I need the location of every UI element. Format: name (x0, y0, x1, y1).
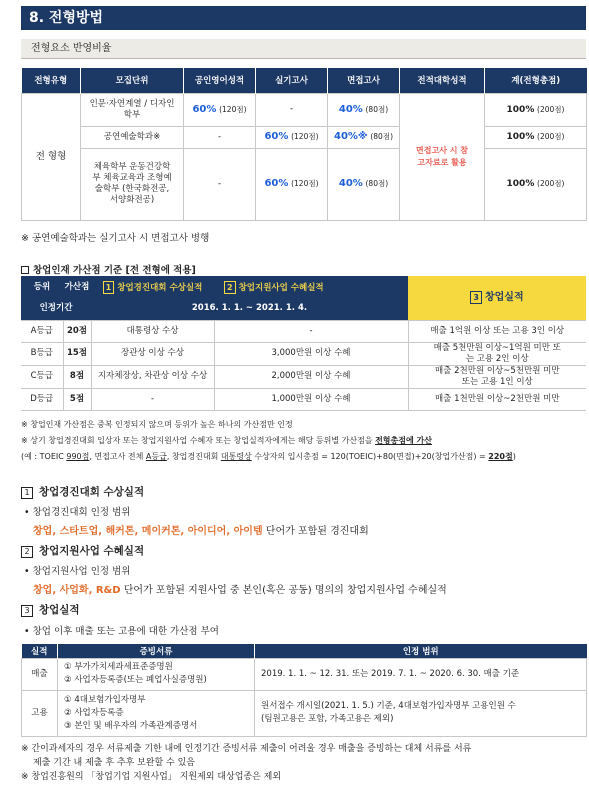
table-cell-practical: 60% (120점) (256, 148, 328, 220)
table-cell-grade: D등급 (21, 388, 63, 410)
item-contest-scope: 창업, 스타트업, 해커톤, 메이커톤, 아이디어, 아이템 단어가 포함된 경진대회 (33, 526, 369, 537)
final-note-1: ※ 간이과세자의 경우 서류제출 기한 내에 인정기간 증빙서류 제출이 어려울 경우 매출을 증빙하는 대체 서류를 서류 (21, 744, 472, 754)
item-support-scope: 창업, 사업화, R&D 단어가 포함된 지원사업 중 본인(혹은 공동) 명의의 창업지원사업 수혜실적 (33, 585, 447, 596)
header-english: 공인영어성적 (184, 68, 256, 93)
bonus-notes (21, 417, 586, 465)
table-cell-grade: C등급 (21, 365, 63, 388)
table-cell-bonus: 8점 (63, 365, 91, 388)
table-cell-unit: 공연예술학과※ (81, 126, 184, 148)
table-cell-total: 100% (200점) (485, 126, 587, 148)
bonus-note-example: (예 : TOEIC 990점, 면접고사 전체 A등급, 창업경진대회 대통령상 수상자의 입시총점 = 120(TOEIC)+80(면접)+20(창업가산점) = 220점) (21, 452, 516, 461)
table-cell-contest: 장관상 이상 수상 (91, 342, 214, 365)
bonus-table (21, 276, 586, 411)
type-cell: 전 형형 (22, 93, 81, 220)
table-cell-interview: 40% (80점) (328, 93, 400, 126)
item-contest-title: 1 창업경진대회 수상실적 (21, 484, 144, 499)
table-cell-support: - (214, 320, 408, 342)
table-cell-startup: 매출 1천만원 이상~2천만원 미만 (408, 388, 586, 410)
header-grade: 등위 (33, 281, 51, 292)
header-range: 인정 범위 (255, 644, 587, 658)
evidence-table (21, 644, 587, 737)
table-cell-english: - (184, 126, 256, 148)
table-cell-grade: B등급 (21, 342, 63, 365)
table-cell-interview: 40% (80점) (328, 148, 400, 220)
table-cell-contest: 지자체장상, 차관상 이상 수상 (91, 365, 214, 388)
table-cell-bonus: 5점 (63, 388, 91, 410)
prev-college-cell: 면접고사 시 참고자료로 활용 (400, 93, 485, 220)
final-note-1b: 제출 기간 내 제출 후 추후 보완할 수 있음 (33, 758, 195, 768)
header-type: 전형유형 (22, 68, 81, 93)
table-cell-support: 2,000만원 이상 수혜 (214, 365, 408, 388)
item-startup-bullet: • 창업 이후 매출 또는 고용에 대한 가산점 부여 (24, 626, 219, 637)
header-practical: 실기고사 (256, 68, 328, 93)
table-cell-support: 1,000만원 이상 수혜 (214, 388, 408, 410)
header-docs: 증빙서류 (58, 644, 255, 658)
table-cell-contest: - (91, 388, 214, 410)
table-cell-kind: 매출 (22, 658, 58, 690)
bonus-note-1: ※ 창업인재 가산점은 중복 인정되지 않으며 등위가 높은 하나의 가산점만 인정 (21, 420, 293, 429)
table-cell-startup: 매출 5천만원 이상~1억원 미만 또는 고용 2인 이상 (408, 342, 586, 365)
table-cell-bonus: 15점 (63, 342, 91, 365)
period-value: 2016. 1. 1. ~ 2021. 1. 4. (91, 298, 408, 320)
header-unit: 모집단위 (81, 68, 184, 93)
table-cell-total: 100% (200점) (485, 93, 587, 126)
table-cell-range: 2019. 1. 1. ~ 12. 31. 또는 2019. 7. 1. ~ 2020. 6. 30. 매출 기준 (255, 658, 587, 690)
item-startup-title: 3 창업실적 (21, 602, 80, 617)
bonus-section-title: 창업인재 가산점 기준 [전 전형에 적용] (21, 262, 196, 276)
header-total: 계(전형총점) (485, 68, 587, 93)
table-cell-contest: 대통령상 수상 (91, 320, 214, 342)
table-cell-practical: - (256, 93, 328, 126)
period-label: 인정기간 (21, 298, 91, 320)
table-cell-support: 3,000만원 이상 수혜 (214, 342, 408, 365)
table-cell-practical: 60% (120점) (256, 126, 328, 148)
table-cell-grade: A등급 (21, 320, 63, 342)
table-cell-startup: 매출 1억원 이상 또는 고용 3인 이상 (408, 320, 586, 342)
table-cell-docs: ① 부가가치세과세표준증명원 ② 사업자등록증(또는 폐업사실증명원) (58, 658, 255, 690)
ratio-table (21, 68, 587, 221)
table-cell-bonus: 20점 (63, 320, 91, 342)
table-cell-docs: ① 4대보험가입자명부 ② 사업자등록증 ③ 본인 및 배우자의 가족관계증명서 (58, 690, 255, 736)
item-support-title: 2 창업지원사업 수혜실적 (21, 543, 144, 558)
table-cell-unit: 체육학부 운동건강학부 체육교육과 조형예술학부 (한국화전공, 서양화전공) (81, 148, 184, 220)
table-cell-total: 100% (200점) (485, 148, 587, 220)
header-prev-college: 전적대학성적 (400, 68, 485, 93)
table-cell-range: 원서접수 개시일(2021. 1. 5.) 기준, 4대보험가입자명부 고용인원 수 (팀원고용은 포함, 가족고용은 제외) (255, 690, 587, 736)
header-interview: 면접고사 (328, 68, 400, 93)
header-kind: 실적 (22, 644, 58, 658)
section-title: 8. 전형방법 (21, 6, 586, 30)
header-contest: 1 창업경진대회 수상실적 (91, 276, 214, 298)
header-bonus: 가산점 (64, 281, 90, 292)
final-note-2: ※ 창업진흥원의 「창업기업 지원사업」 지원제외 대상업종은 제외 (21, 772, 282, 782)
table-cell-kind: 고용 (22, 690, 58, 736)
bonus-note-2: ※ 상기 창업경진대회 입상자 또는 창업지원사업 수혜자 또는 창업실적자에게는 해당 등위별 가산점을 전형총점에 가산 (21, 436, 432, 445)
table-cell-unit: 인문·자연계열 / 디자인학부 (81, 93, 184, 126)
item-support-bullet: • 창업지원사업 인정 범위 (24, 566, 131, 577)
header-startup: 3 창업실적 (408, 276, 586, 320)
header-support: 2 창업지원사업 수혜실적 (214, 276, 408, 298)
final-notes (21, 742, 586, 784)
practical-note: ※ 공연예술학과는 실기고사 시 면접고사 병행 (21, 233, 210, 244)
table-cell-interview: 40%※ (80점) (328, 126, 400, 148)
table-cell-startup: 매출 2천만원 이상~5천만원 미만 또는 고용 1인 이상 (408, 365, 586, 388)
table-cell-english: - (184, 148, 256, 220)
table-cell-english: 60% (120점) (184, 93, 256, 126)
subsection-title: 전형요소 반영비율 (21, 39, 586, 59)
item-contest-bullet: • 창업경진대회 인정 범위 (24, 507, 131, 518)
